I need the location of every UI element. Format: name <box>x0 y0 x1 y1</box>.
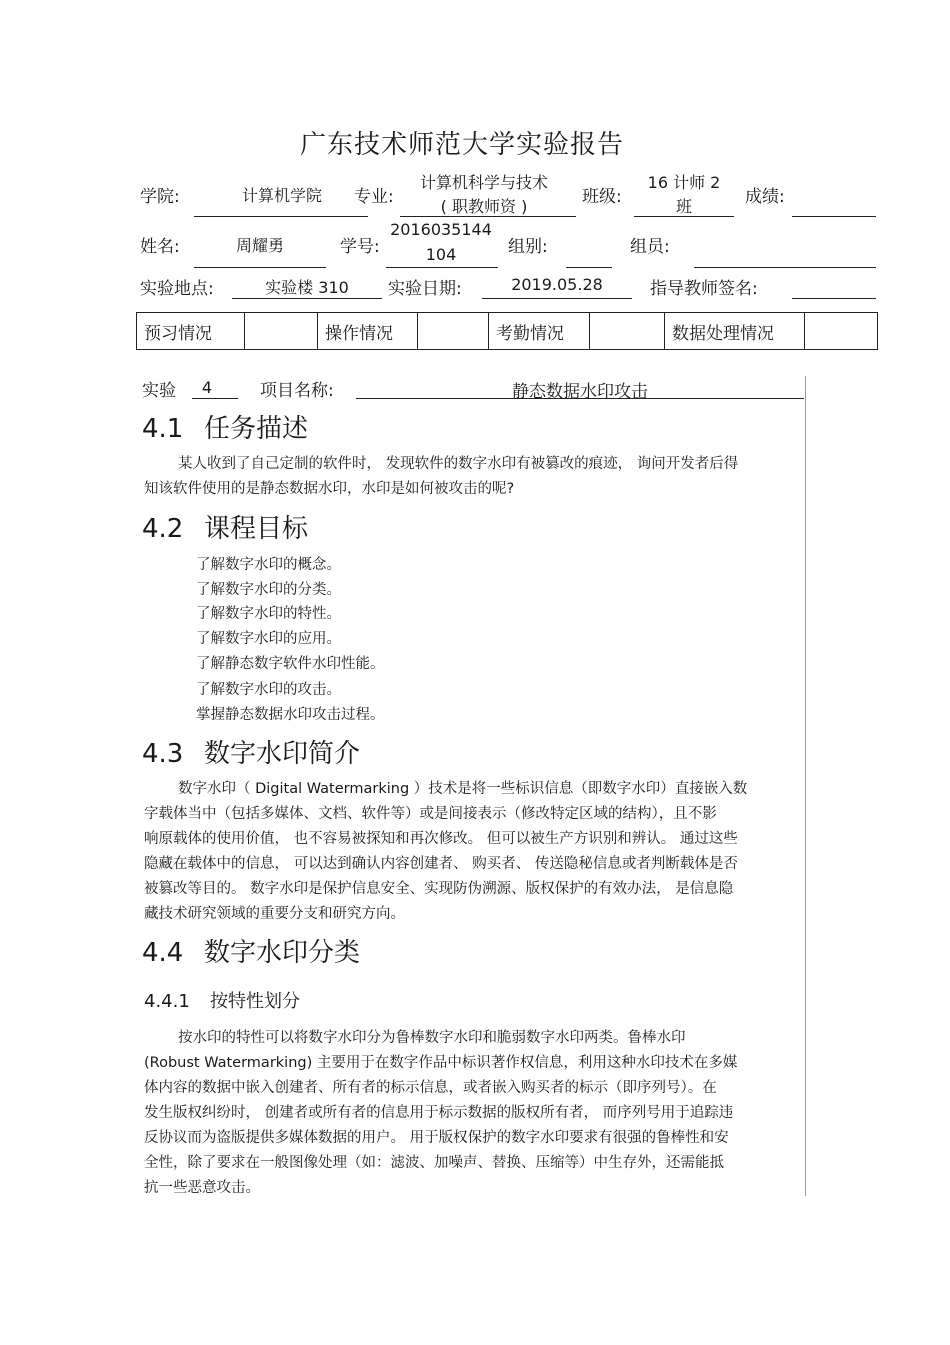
grades-cell-preview-label: 预习情况 <box>137 313 245 350</box>
class-label: 班级: <box>582 187 622 207</box>
teacher-signature-underline <box>792 298 876 299</box>
date-underline <box>482 298 632 299</box>
grade-label: 成绩: <box>745 187 785 207</box>
section-4-2-heading <box>142 508 308 545</box>
group-label: 组别: <box>508 237 548 257</box>
college-value: 计算机学院 <box>241 186 322 205</box>
college-label: 学院: <box>140 187 180 207</box>
members-label: 组员: <box>630 237 670 257</box>
group-underline <box>566 267 612 268</box>
class-underline <box>634 216 734 217</box>
goal-item: 了解数字水印的攻击。 <box>196 682 341 698</box>
grades-cell-operation-value <box>418 313 489 350</box>
location-value: 实验楼 310 <box>265 278 349 297</box>
major-value-line1: 计算机科学与技术 <box>419 173 548 192</box>
grade-underline <box>792 216 876 217</box>
experiment-number-underline <box>192 398 238 399</box>
class-value-line1: 16 计师 2 <box>647 173 721 192</box>
project-name-label: 项目名称: <box>260 381 334 401</box>
grades-cell-operation-label: 操作情况 <box>318 313 418 350</box>
teacher-signature-label: 指导教师签名: <box>650 279 758 299</box>
name-label: 姓名: <box>140 237 180 257</box>
section-4-4-heading <box>142 932 360 969</box>
section-4-1-number: 4.1 <box>142 414 184 444</box>
section-4-4-1-line: 发生版权纠纷时， 创建者或所有者的信息用于标示数据的版权所有者， 而序列号用于追踪违 <box>144 1105 734 1121</box>
members-underline <box>694 267 876 268</box>
date-label: 实验日期: <box>388 279 462 299</box>
section-4-3-line: 数字水印（ Digital Watermarking ）技术是将一些标识信息（即数字水印）直接嵌入数 <box>178 781 748 797</box>
content-frame-border <box>805 376 806 1196</box>
section-4-4-1-number: 4.4.1 <box>144 991 190 1012</box>
major-underline <box>400 216 576 217</box>
goal-item: 了解数字水印的分类。 <box>196 582 341 598</box>
student-id-underline <box>386 267 498 268</box>
section-4-3-line: 隐藏在载体中的信息， 可以达到确认内容创建者、 购买者、 传送隐秘信息或者判断载体是否 <box>144 856 738 872</box>
section-4-3-heading <box>142 733 360 770</box>
experiment-number: 4 <box>201 378 213 397</box>
section-4-2-number: 4.2 <box>142 514 184 544</box>
section-4-4-number: 4.4 <box>142 938 184 968</box>
section-4-4-1-line: 全性，除了要求在一般图像处理（如：滤波、加噪声、替换、压缩等）中生存外，还需能抵 <box>144 1155 724 1171</box>
section-4-3-line: 被篡改等目的。 数字水印是保护信息安全、实现防伪溯源、版权保护的有效办法， 是信息隐 <box>144 881 734 897</box>
goal-item: 了解数字水印的特性。 <box>196 606 341 622</box>
student-id-line1: 2016035144 <box>390 220 492 239</box>
section-4-3-line: 响原载体的使用价值， 也不容易被探知和再次修改。 但可以被生产方识别和辨认。 通过这些 <box>144 831 738 847</box>
grades-cell-data-processing-value <box>805 313 878 350</box>
section-4-4-title: 数字水印分类 <box>204 938 361 968</box>
section-4-3-title: 数字水印简介 <box>204 739 361 769</box>
section-4-3-line: 字载体当中（包括多媒体、文档、软件等）或是间接表示（修改特定区域的结构），且不影 <box>144 806 717 822</box>
grades-cell-attendance-label: 考勤情况 <box>489 313 590 350</box>
experiment-label: 实验 <box>142 381 176 401</box>
page-title: 广东技术师范大学实验报告 <box>299 130 624 160</box>
location-underline <box>232 298 382 299</box>
project-name-underline <box>356 398 804 399</box>
section-4-2-title: 课程目标 <box>204 514 309 544</box>
section-4-4-1-line: 按水印的特性可以将数字水印分为鲁棒数字水印和脆弱数字水印两类。鲁棒水印 <box>178 1030 686 1046</box>
grades-table <box>136 312 878 350</box>
goal-item: 了解数字水印的概念。 <box>196 557 341 573</box>
section-4-4-1-line: 体内容的数据中嵌入创建者、所有者的标示信息，或者嵌入购买者的标示（即序列号）。在 <box>144 1080 717 1096</box>
section-4-1-line: 某人收到了自己定制的软件时， 发现软件的数字水印有被篡改的痕迹， 询问开发者后得 <box>178 456 739 472</box>
section-4-4-1-line: 反协议而为盗版提供多媒体数据的用户。 用于版权保护的数字水印要求有很强的鲁棒性和安 <box>144 1130 729 1146</box>
section-4-4-1-line: 抗一些恶意攻击。 <box>144 1180 260 1196</box>
section-4-4-1-title: 按特性划分 <box>210 991 300 1012</box>
goal-item: 了解数字水印的应用。 <box>196 631 341 647</box>
section-4-3-number: 4.3 <box>142 739 184 769</box>
project-name-value: 静态数据水印攻击 <box>512 382 648 402</box>
section-4-1-heading <box>142 408 308 445</box>
goal-item: 掌握静态数据水印攻击过程。 <box>196 707 385 723</box>
college-underline <box>194 216 368 217</box>
location-label: 实验地点: <box>140 279 214 299</box>
major-label: 专业: <box>354 187 394 207</box>
grades-cell-attendance-value <box>590 313 665 350</box>
date-value: 2019.05.28 <box>511 275 603 294</box>
major-value-line2: ( 职教师资 ) <box>440 197 528 216</box>
section-4-4-1-line: (Robust Watermarking) 主要用于在数字作品中标识著作权信息，利用这种水印技术在多媒 <box>144 1055 738 1071</box>
student-id-line2: 104 <box>425 245 457 264</box>
name-underline <box>194 267 326 268</box>
grades-cell-data-processing-label: 数据处理情况 <box>665 313 805 350</box>
class-value-line2: 班 <box>675 197 692 216</box>
student-id-label: 学号: <box>340 237 380 257</box>
section-4-3-line: 藏技术研究领域的重要分支和研究方向。 <box>144 906 405 922</box>
name-value: 周耀勇 <box>235 236 284 255</box>
goal-item: 了解静态数字软件水印性能。 <box>196 656 385 672</box>
section-4-1-title: 任务描述 <box>204 414 309 444</box>
section-4-1-line: 知该软件使用的是静态数据水印，水印是如何被攻击的呢? <box>144 481 515 497</box>
section-4-4-1-heading <box>144 987 300 1013</box>
grades-cell-preview-value <box>245 313 318 350</box>
